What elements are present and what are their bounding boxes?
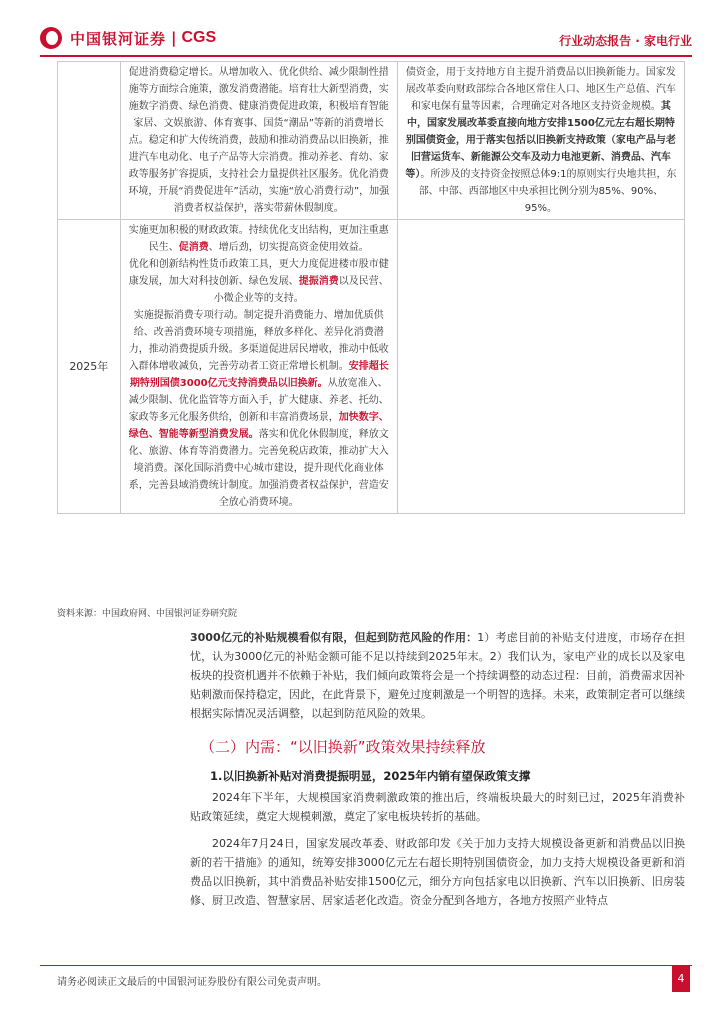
logo-separator: |: [171, 29, 177, 47]
table-cell-policy: [120, 220, 397, 514]
source-note: 资料来源：中国政府网、中国银河证券研究院: [57, 609, 238, 619]
table-cell-measures: [397, 62, 684, 220]
footer-divider: [40, 965, 692, 966]
measures-text-a: 债资金，用于支持地方自主提升消费品以旧换新能力。国家发展改革委向财政部综合各地区常住人口、地区生产总值、汽车和家电保有量等因素，合理确定对各地区支持资金规模。: [405, 67, 676, 112]
table-cell-year: [58, 62, 121, 220]
measures-text-b: 。所涉及的支持资金按照总体9:1的原则实行央地共担，东部、中部、西部地区中央承担比例分别为85%、90%、95%。: [418, 169, 677, 214]
policy-text: 实施提振消费专项行动。制定提升消费能力、增加优质供给、改善消费环境专项措施，释放多样化、差异化消费潜力，推动消费提质升级。多渠道促进居民增收，推动中低收入群体增收减负，完善劳动者工资正常增长机制。: [128, 310, 389, 372]
policy-paragraph: [126, 256, 392, 307]
footer-disclaimer: 请务必阅读正文最后的中国银河证券股份有限公司免责声明。: [57, 977, 327, 988]
table-cell-year: 2025年: [58, 220, 121, 514]
logo-mark-icon: [40, 27, 62, 49]
policy-paragraph: [126, 307, 392, 511]
measures-highlight: 其中，国家发展改革委直接向地方安排1500亿元左右超长期特别国债资金，用于落实包括以旧换新支持政策（家电产品与老旧营运货车、新能源公交车及动力电池更新、消费品、汽车等）: [405, 101, 676, 180]
policy-highlight: 提振消费: [298, 276, 339, 287]
logo-english-name: CGS: [181, 29, 217, 46]
subsection-title: 1.以旧换新补贴对消费提振明显，2025年内销有望保政策支撑: [210, 769, 531, 783]
section-title: （二）内需：“以旧换新”政策效果持续释放: [200, 738, 486, 756]
analysis-lead: 3000亿元的补贴规模看似有限，但起到防范风险的作用：: [190, 631, 478, 644]
policy-text: 以及民营、小微企业等的支持。: [213, 276, 389, 304]
body-paragraph: 2024年下半年，大规模国家消费刺激政策的推出后，终端板块最大的时刻已过，2025年消费补贴政策延续，奠定大规模刺激，奠定了家电板块转折的基础。: [190, 791, 685, 823]
report-type: 行业动态报告 · 家电行业: [559, 34, 692, 48]
table-row: [58, 62, 685, 220]
page-number: 4: [672, 966, 690, 992]
policy-text: 落实和优化休假制度，释放文化、旅游、体育等消费潜力。完善免税店政策，推动扩大入境消费。深化国际消费中心城市建设，提升现代化商业体系，完善县域消费统计制度。加强消费者权益保护，营造安全放心消费环境。: [128, 429, 389, 508]
policy-text: 、增后劲，切实提高资金使用效益。: [208, 242, 369, 253]
policy-highlight: 促消费: [178, 242, 209, 253]
policy-highlight: 安排超长期特别国债3000亿元支持消费品以旧换新。: [129, 361, 389, 389]
page-header: [0, 0, 724, 60]
table-cell-measures: [397, 220, 684, 514]
policy-table: [57, 61, 685, 514]
policy-highlight: 加快数字、绿色、智能等新型消费发展。: [128, 412, 389, 440]
analysis-paragraph: [190, 628, 685, 723]
header-divider: [40, 55, 692, 57]
policy-paragraph: [126, 222, 392, 256]
company-logo: [40, 27, 216, 49]
policy-text: 实施更加积极的财政政策。持续优化支出结构，更加注重惠民生、: [128, 225, 389, 253]
table-cell-policy: 促进消费稳定增长。从增加收入、优化供给、减少限制性措施等方面综合施策，激发消费潜能。培育壮大新型消费，实施数字消费、绿色消费、健康消费促进政策，积极培育智能家居、文娱旅游、体育赛事、国货“潮品”等新的消费增长点。稳定和扩大传统消费，鼓励和推动消费品以旧换新，推进汽车电动化、电子产品等大宗消费。推动养老、育幼、家政等服务扩容提质，支持社会力量提供社区服务。优化消费环境，开展“消费促进年”活动，实施“放心消费行动”，加强消费者权益保护，落实带薪休假制度。: [120, 62, 397, 220]
table-row: [58, 220, 685, 514]
logo-chinese-name: 中国银河证券: [70, 29, 167, 48]
body-paragraph: 2024年7月24日，国家发展改革委、财政部印发《关于加力支持大规模设备更新和消费品以旧换新的若干措施》的通知，统筹安排3000亿元左右超长期特别国债资金，加力支持大规模设备更新和消费品以旧换新，其中消费品补贴安排1500亿元，细分方向包括家电以旧换新、汽车以旧换新、旧房装修、厨卫改造、智慧家居、居家适老化改造。资金分配到各地方，各地方按照产业特点: [190, 837, 685, 907]
policy-text: 优化和创新结构性货币政策工具，更大力度促进楼市股市健康发展，加大对科技创新、绿色发展、: [128, 259, 389, 287]
policy-text: 从放宽准入、减少限制、优化监管等方面入手，扩大健康、养老、托幼、家政等多元化服务供给，创新和丰富消费场景，: [128, 378, 389, 423]
analysis-body: 1）考虑目前的补贴支付进度，市场存在担忧，认为3000亿元的补贴金额可能不足以持续到2025年末。2）我们认为，家电产业的成长以及家电板块的投资机遇并不依赖于补贴，我们倾向政策将会是一个持续调整的动态过程：目前，消费需求因补贴刺激而保持稳定，因此，在此背景下，避免过度刺激是一个明智的选择。未来，政策制定者可以继续根据实际情况灵活调整，以起到防范风险的效果。: [190, 631, 685, 720]
